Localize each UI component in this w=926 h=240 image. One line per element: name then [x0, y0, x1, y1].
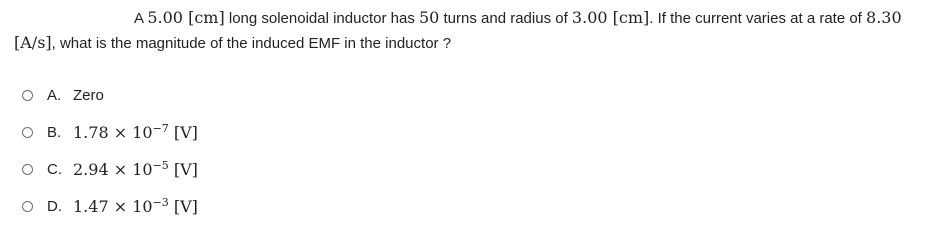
question-part: . If the current varies at a rate of — [649, 10, 867, 27]
question-part: turns and radius of — [439, 10, 572, 27]
question-turns: 50 — [418, 8, 440, 27]
question-part: , what is the magnitude of the induced EMF in the inductor ? — [51, 35, 452, 52]
option-unit: [V] — [168, 160, 198, 179]
option-a[interactable] — [22, 77, 198, 114]
question-text — [14, 6, 914, 56]
option-value — [73, 197, 198, 216]
question-part: long solenoidal inductor has — [224, 10, 419, 27]
radio-button-icon[interactable] — [22, 201, 33, 212]
option-letter: D. — [47, 198, 62, 215]
option-text: Zero — [73, 87, 104, 104]
radio-button-icon[interactable] — [22, 164, 33, 175]
option-exponent: −5 — [152, 159, 169, 172]
question-radius: 3.00 [cm] — [571, 8, 650, 27]
option-mantissa: 1.47 × 10 — [73, 197, 153, 216]
option-mantissa: 2.94 × 10 — [73, 160, 153, 179]
question-part: A — [134, 10, 148, 27]
option-exponent: −3 — [152, 196, 169, 209]
question-length: 5.00 [cm] — [147, 8, 225, 27]
radio-button-icon[interactable] — [22, 127, 33, 138]
option-unit: [V] — [168, 197, 198, 216]
option-value — [73, 123, 198, 142]
question-rate: 8.30 [A/s] — [14, 8, 902, 52]
option-letter: A. — [47, 87, 62, 104]
option-letter: B. — [47, 124, 62, 141]
option-b[interactable] — [22, 114, 198, 151]
option-c[interactable] — [22, 151, 198, 188]
answer-options — [22, 77, 198, 225]
option-letter: C. — [47, 161, 62, 178]
radio-button-icon[interactable] — [22, 90, 33, 101]
option-d[interactable] — [22, 188, 198, 225]
option-value — [73, 160, 198, 179]
option-exponent: −7 — [152, 122, 169, 135]
option-unit: [V] — [168, 123, 198, 142]
option-mantissa: 1.78 × 10 — [73, 123, 153, 142]
